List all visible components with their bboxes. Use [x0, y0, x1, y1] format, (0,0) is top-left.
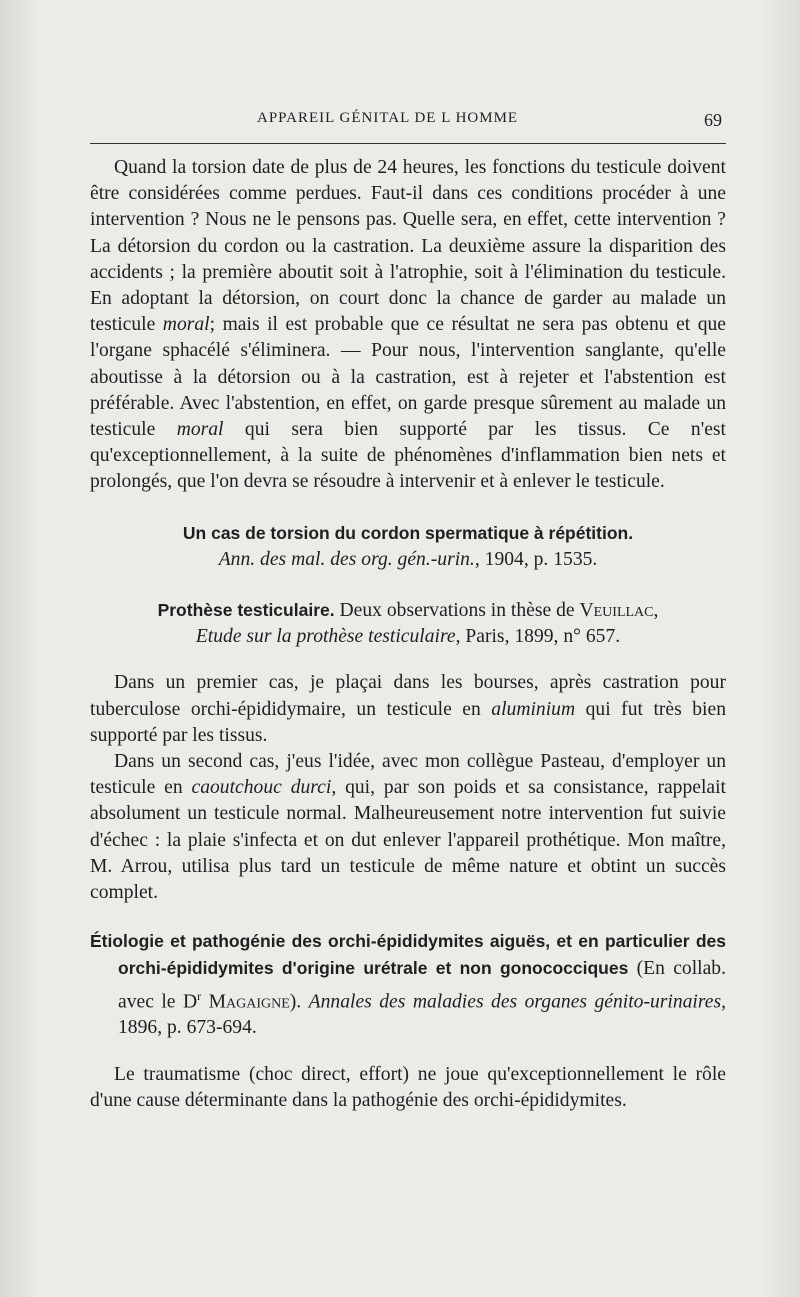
page-number: 69	[704, 110, 722, 130]
text-run: Quand la torsion date de plus de 24 heures, les fonctions du testicule doivent être considérées comme perdues. Faut-il dans ces conditions procéder à une intervention ? Nous ne le pensons pas. Quelle sera, en effet, cette intervention ? La détorsion du cordon ou la castration. La deuxième assure la disparition des accidents ; la première aboutit soit à l'atrophie, soit à l'élimination du testicule. En adoptant la détorsion, on court donc la chance de garder au malade un testicule	[90, 157, 726, 336]
entry-text: (En collab. avec le D	[118, 958, 726, 1013]
entry-heading: Étiologie et pathogénie des orchi-épididymites aiguës, et en particulier des orchi-épididymites d'origine urétrale et non gonococciques	[90, 931, 726, 979]
text-run: Dans un second cas, j'eus l'idée, avec mon collègue Pasteau, d'employer un testicule en	[90, 751, 726, 799]
text-run: ; mais il est probable que ce résultat ne sera pas obtenu et que l'organe sphacélé s'éliminera. — Pour nous, l'intervention sanglante, qu'elle aboutisse à la détorsion ou à la castration, est à rejeter et l'abstention est préférable. Avec l'abstention, en effet, on garde presque sûrement au malade un testicule	[90, 314, 727, 441]
running-header	[90, 110, 726, 134]
superscript: r	[197, 988, 202, 1003]
italic-run: moral	[162, 314, 210, 336]
running-title: APPAREIL GÉNITAL DE L HOMME	[257, 110, 519, 126]
text-run: Dans un premier cas, je plaçai dans les bourses, après castration pour tuberculose orchi-épididymaire, un testicule en	[90, 672, 726, 720]
paragraph-first-case	[90, 670, 726, 749]
text-run: qui fut très bien supporté par les tissus.	[90, 698, 726, 746]
entry-text: ).	[289, 991, 309, 1013]
entry-etiologie	[90, 928, 726, 1041]
paragraph-traumatisme: Le traumatisme (choc direct, effort) ne joue qu'exceptionnellement le rôle d'une cause déterminante dans la pathogénie des orchi-épididymites.	[90, 1063, 726, 1111]
entry-heading: Prothèse testiculaire.	[157, 600, 335, 621]
journal-title: Annales des maladies des organes génito-urinaires	[308, 991, 722, 1013]
italic-run: moral	[176, 419, 224, 441]
text-run: , qui, par son poids et sa consistance, rappelait absolument un testicule normal. Malheureusement notre intervention fut suivie d'échec : la plaie s'infecta et on dut enlever l'appareil prothétique. Mon maître, M. Arrou, utilisa plus tard un testicule de même nature et obtint un succès complet.	[90, 777, 726, 904]
reference-text: , Paris, 1899, n° 657.	[455, 626, 621, 648]
reference-text: , 1896, p. 673-694.	[118, 991, 726, 1039]
paragraph-second-case	[90, 749, 726, 906]
italic-run: aluminium	[491, 698, 576, 720]
text-run: qui sera bien supporté par les tissus. Ce n'est qu'exceptionnellement, à la suite de phénomènes d'inflammation bien nets et prolongés, que l'on devra se résoudre à intervenir et à enlever le testicule.	[90, 419, 726, 493]
author-name: Veuillac	[579, 600, 654, 622]
italic-run: caoutchouc durci	[191, 777, 332, 799]
entry-heading: Un cas de torsion du cordon spermatique à répétition.	[182, 522, 634, 543]
paragraph-torsion	[90, 155, 726, 496]
entry-text: Deux observations in thèse de	[334, 600, 580, 622]
page-body	[90, 155, 726, 1114]
reference-text: , 1904, p. 1535.	[474, 548, 598, 570]
entry-reference	[90, 547, 726, 573]
entry-reference	[90, 624, 726, 650]
entry-torsion-repetition	[90, 520, 726, 573]
entry-prothese	[90, 597, 726, 650]
author-name: Magaigne	[201, 991, 290, 1013]
header-rule	[90, 143, 726, 144]
entry-text: ,	[653, 600, 659, 622]
journal-title: Ann. des mal. des org. gén.-urin.	[218, 548, 475, 570]
book-title: Etude sur la prothèse testiculaire	[195, 626, 456, 648]
